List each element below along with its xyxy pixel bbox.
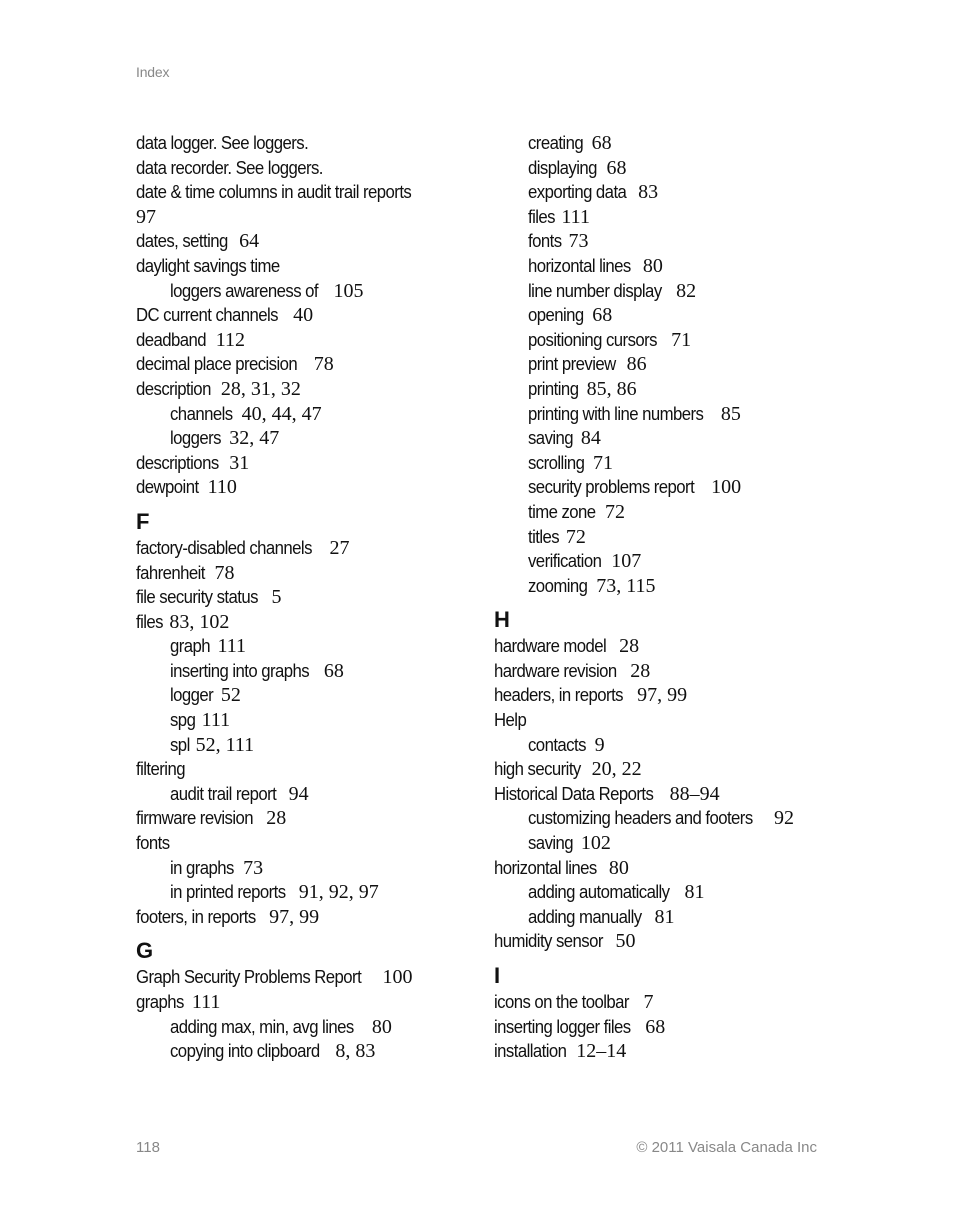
index-term: descriptions <box>136 452 219 473</box>
index-page-refs: 111 <box>191 991 221 1013</box>
index-page-refs: 73, 115 <box>596 574 656 597</box>
index-term: Help <box>494 710 527 731</box>
index-term: copying into clipboard <box>170 1041 320 1062</box>
index-entry <box>494 856 854 881</box>
index-subentry <box>494 574 854 599</box>
index-term: icons on the toolbar <box>494 992 629 1012</box>
index-page-refs: 52, 111 <box>195 733 255 756</box>
index-page-refs: 72 <box>565 525 586 548</box>
index-subentry <box>494 205 854 230</box>
index-page-refs: 83, 102 <box>169 610 230 633</box>
index-term: firmware revision <box>136 808 254 829</box>
index-term: opening <box>528 305 584 326</box>
index-page-refs: 52 <box>220 684 241 707</box>
index-term: inserting into graphs <box>170 660 310 681</box>
index-entry <box>136 475 496 500</box>
index-subentry <box>494 131 854 156</box>
index-entry <box>136 585 496 610</box>
index-page-refs: 40, 44, 47 <box>241 402 322 425</box>
index-subentry <box>136 279 496 304</box>
index-page-refs: 80 <box>642 254 663 277</box>
page-number: 118 <box>136 1139 160 1156</box>
index-term: DC current channels <box>136 305 278 326</box>
index-term: daylight savings time <box>136 255 280 276</box>
index-subentry <box>494 525 854 550</box>
index-subentry <box>494 377 854 402</box>
index-term: factory-disabled channels <box>136 537 312 558</box>
index-subentry <box>494 279 854 304</box>
index-subentry <box>494 451 854 476</box>
index-subentry <box>494 328 854 353</box>
index-entry <box>136 965 496 990</box>
index-page-refs: 32, 47 <box>229 427 280 450</box>
index-entry <box>136 328 496 353</box>
index-page-refs: 50 <box>615 930 636 953</box>
index-page-refs: 102 <box>580 832 611 855</box>
index-term: positioning cursors <box>528 329 657 350</box>
index-subentry <box>494 303 854 328</box>
index-term: high security <box>494 759 581 780</box>
index-page-refs: 111 <box>201 709 231 732</box>
index-subentry <box>136 1015 496 1040</box>
index-page-refs: 73 <box>243 856 264 879</box>
index-page-refs: 28 <box>630 659 651 682</box>
index-term: scrolling <box>528 452 585 473</box>
index-page-refs: 8, 83 <box>335 1040 376 1063</box>
index-term: fonts <box>528 231 562 252</box>
index-page-refs: 5 <box>271 586 282 609</box>
index-subentry <box>494 402 854 427</box>
index-term: time zone <box>528 501 596 522</box>
index-page-refs: 110 <box>207 476 237 499</box>
index-page-refs: 40 <box>293 304 314 327</box>
index-term: graphs <box>136 992 184 1012</box>
index-entry <box>136 561 496 586</box>
index-subentry <box>136 1039 496 1064</box>
index-term: channels <box>170 403 233 424</box>
index-term: horizontal lines <box>528 255 631 276</box>
index-page-refs: 88–94 <box>669 782 720 805</box>
index-page-refs: 81 <box>684 881 705 904</box>
index-term: security problems report <box>528 477 695 498</box>
index-page-refs: 80 <box>371 1015 392 1038</box>
index-page-refs: 68 <box>606 156 627 179</box>
index-page-refs: 9 <box>594 733 605 756</box>
index-term: titles <box>528 526 560 547</box>
index-page-refs: 97, 99 <box>637 684 688 707</box>
index-subentry <box>494 475 854 500</box>
index-page-refs: 111 <box>217 635 246 658</box>
index-term: Historical Data Reports <box>494 783 654 804</box>
index-subentry <box>494 426 854 451</box>
index-entry <box>136 254 496 279</box>
index-page-refs: 72 <box>605 500 626 523</box>
index-page-refs: 81 <box>654 905 675 928</box>
index-entry <box>136 229 496 254</box>
index-entry <box>136 536 496 561</box>
index-subentry <box>494 229 854 254</box>
index-subentry <box>494 549 854 574</box>
index-term: in printed reports <box>170 882 286 903</box>
index-page-refs: 73 <box>568 230 589 253</box>
index-term: description <box>136 378 211 399</box>
index-term: spl <box>170 734 190 755</box>
index-subentry <box>136 426 496 451</box>
index-term: contacts <box>528 734 586 755</box>
index-page-refs: 83 <box>638 181 659 204</box>
index-term: adding manually <box>528 906 642 927</box>
running-head: Index <box>136 64 170 80</box>
index-term: print preview <box>528 354 616 375</box>
index-subentry <box>494 156 854 181</box>
index-term: saving <box>528 833 574 854</box>
index-page-refs: 20, 22 <box>591 758 642 781</box>
index-term: saving <box>528 428 574 449</box>
index-subentry <box>136 402 496 427</box>
index-page-refs: 85, 86 <box>586 377 637 400</box>
index-term: exporting data <box>528 182 627 203</box>
index-entry <box>136 205 496 230</box>
index-entry <box>136 451 496 476</box>
index-page-refs: 68 <box>323 659 344 682</box>
index-subentry <box>494 806 854 831</box>
index-page-refs: 86 <box>626 353 647 376</box>
index-page-refs: 64 <box>239 230 260 253</box>
index-term: logger <box>170 685 214 706</box>
index-entry <box>136 352 496 377</box>
index-entry <box>494 990 854 1015</box>
index-subentry <box>494 905 854 930</box>
index-term: audit trail report <box>170 783 277 804</box>
index-column-right <box>494 131 854 1064</box>
index-entry <box>136 990 496 1015</box>
index-term: headers, in reports <box>494 685 623 706</box>
index-page-refs: 105 <box>333 279 364 302</box>
index-term: creating <box>528 133 584 153</box>
index-entry <box>136 806 496 831</box>
index-page-refs: 111 <box>561 205 590 228</box>
index-subentry <box>494 500 854 525</box>
index-subentry <box>136 634 496 659</box>
index-term: footers, in reports <box>136 906 256 927</box>
index-page-refs: 78 <box>214 561 235 584</box>
index-subentry <box>136 708 496 733</box>
index-entry <box>494 1039 854 1064</box>
index-term: deadband <box>136 329 207 350</box>
index-term: files <box>528 206 555 227</box>
index-term: dates, setting <box>136 231 228 252</box>
index-page-refs: 94 <box>288 782 309 805</box>
index-term: printing with line numbers <box>528 403 704 424</box>
index-term: dewpoint <box>136 477 199 498</box>
index-term: graph <box>170 636 211 657</box>
index-page-refs: 100 <box>382 966 413 989</box>
index-term: Graph Security Problems Report <box>136 967 362 988</box>
index-term: date & time columns in audit trail reports <box>136 182 412 203</box>
index-page-refs: 97 <box>136 205 156 228</box>
index-subentry <box>494 180 854 205</box>
index-page-refs: 85 <box>720 402 741 425</box>
index-entry <box>494 683 854 708</box>
index-subentry <box>494 352 854 377</box>
index-entry <box>494 782 854 807</box>
index-entry <box>136 905 496 930</box>
index-entry <box>494 929 854 954</box>
index-page-refs: 80 <box>608 856 629 879</box>
section-letter: G <box>136 938 154 964</box>
section-letter: I <box>494 963 501 988</box>
index-term: zooming <box>528 575 588 596</box>
index-term: line number display <box>528 280 662 301</box>
index-term: displaying <box>528 157 597 178</box>
index-page-refs: 100 <box>711 476 742 499</box>
index-page-refs: 28, 31, 32 <box>220 377 301 400</box>
index-term: hardware model <box>494 636 607 657</box>
index-page-refs: 112 <box>215 328 245 351</box>
index-page-refs: 31 <box>229 451 250 474</box>
index-term: spg <box>170 710 196 731</box>
index-term: loggers <box>170 428 222 449</box>
index-entry <box>494 634 854 659</box>
index-term: loggers awareness of <box>170 280 318 301</box>
index-term: installation <box>494 1041 567 1062</box>
index-subentry <box>136 733 496 758</box>
index-page-refs: 92 <box>773 807 794 830</box>
index-term: horizontal lines <box>494 857 597 878</box>
index-page-refs: 71 <box>671 328 692 351</box>
index-term: data recorder. See loggers. <box>136 157 323 178</box>
index-page-refs: 91, 92, 97 <box>298 881 379 904</box>
index-entry <box>494 757 854 782</box>
index-entry <box>494 1015 854 1040</box>
index-page-refs: 97, 99 <box>269 905 320 928</box>
index-entry <box>136 131 496 156</box>
index-subentry <box>136 880 496 905</box>
section-letter: H <box>494 607 510 633</box>
index-term: printing <box>528 378 579 399</box>
index-page-refs: 84 <box>580 427 601 450</box>
index-subentry <box>494 254 854 279</box>
index-term: in graphs <box>170 857 234 878</box>
index-term: verification <box>528 551 602 572</box>
index-subentry <box>136 683 496 708</box>
index-term: data logger. See loggers. <box>136 133 309 153</box>
index-term: fahrenheit <box>136 562 205 583</box>
index-page-refs: 78 <box>313 353 334 376</box>
index-subentry <box>136 659 496 684</box>
index-term: hardware revision <box>494 660 617 681</box>
index-entry <box>136 377 496 402</box>
index-term: inserting logger files <box>494 1016 631 1037</box>
index-entry <box>494 659 854 684</box>
index-entry <box>136 610 496 635</box>
index-term: file security status <box>136 587 258 608</box>
index-column-left <box>136 131 496 1064</box>
index-subentry <box>494 733 854 758</box>
index-page-refs: 68 <box>645 1015 666 1038</box>
index-term: files <box>136 611 163 632</box>
index-page-refs: 107 <box>611 550 642 573</box>
index-entry <box>494 708 854 733</box>
index-page-refs: 28 <box>619 635 640 658</box>
index-term: decimal place precision <box>136 354 298 375</box>
index-page-refs: 82 <box>676 279 697 302</box>
index-term: filtering <box>136 759 185 780</box>
index-subentry <box>494 831 854 856</box>
index-term: adding automatically <box>528 882 670 903</box>
index-term: customizing headers and footers <box>528 808 753 829</box>
index-page-refs: 28 <box>266 807 287 830</box>
index-entry <box>136 156 496 181</box>
index-subentry <box>136 856 496 881</box>
index-subentry <box>494 880 854 905</box>
index-entry <box>136 757 496 782</box>
index-entry <box>136 303 496 328</box>
index-page-refs: 68 <box>591 132 612 154</box>
index-page-refs: 7 <box>643 991 654 1013</box>
index-page-refs: 68 <box>592 304 613 327</box>
section-letter: F <box>136 508 150 534</box>
copyright-notice: © 2011 Vaisala Canada Inc <box>636 1139 817 1156</box>
index-term: adding max, min, avg lines <box>170 1016 354 1037</box>
index-term: fonts <box>136 833 170 854</box>
index-page-refs: 71 <box>593 451 614 474</box>
index-page-refs: 12–14 <box>576 1040 627 1063</box>
index-entry <box>136 831 496 856</box>
index-term: humidity sensor <box>494 931 603 952</box>
index-page-refs: 27 <box>329 536 350 559</box>
index-entry <box>136 180 496 205</box>
index-subentry <box>136 782 496 807</box>
